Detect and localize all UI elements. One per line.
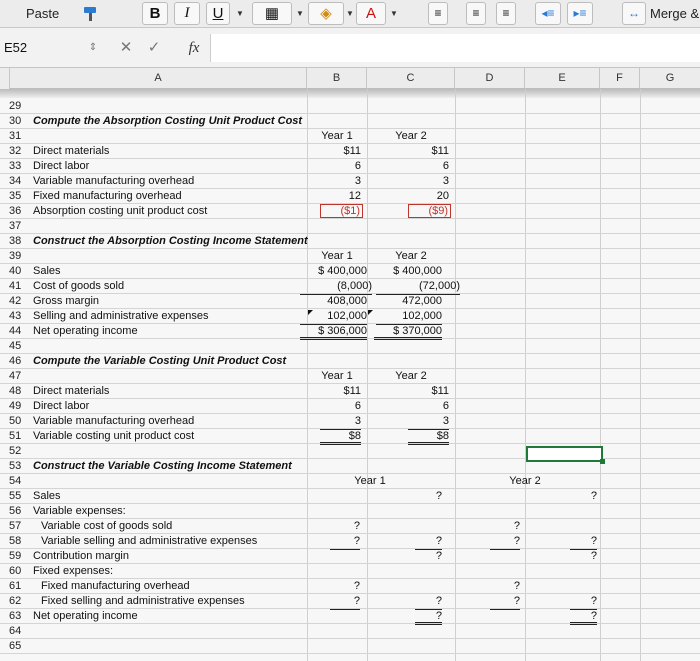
row-number: 49	[9, 400, 22, 412]
row-number: 34	[9, 175, 22, 187]
year2-value[interactable]: 102,000	[376, 309, 442, 325]
section-title[interactable]: Construct the Variable Costing Income Statement	[33, 460, 292, 472]
row-number: 40	[9, 265, 22, 277]
row-number: 32	[9, 145, 22, 157]
row-label[interactable]: Net operating income	[33, 610, 138, 622]
row-label[interactable]: Fixed expenses:	[33, 565, 114, 577]
row-number: 50	[9, 415, 22, 427]
row-label[interactable]: Sales	[33, 265, 61, 277]
row-59	[0, 549, 700, 564]
year1-value[interactable]: 6	[354, 400, 361, 412]
row-56	[0, 504, 700, 519]
row-label[interactable]: Variable costing unit product cost	[33, 430, 195, 442]
section-title[interactable]: Construct the Absorption Costing Income Statement	[33, 235, 308, 247]
row-61	[0, 579, 700, 594]
row-label[interactable]: Gross margin	[33, 295, 100, 307]
year1-header[interactable]: Year 1	[354, 475, 386, 487]
year2-unit-cost[interactable]: ($9)	[408, 204, 451, 218]
border-dropdown-icon[interactable]: ▼	[296, 9, 304, 18]
row-64	[0, 624, 700, 639]
fill-dropdown-icon[interactable]: ▼	[346, 9, 354, 18]
row-63	[0, 609, 700, 624]
row-label[interactable]: Direct labor	[33, 400, 90, 412]
year2-total[interactable]: ?	[590, 550, 597, 562]
row-number: 45	[9, 340, 22, 352]
underline-button[interactable]: U	[206, 2, 230, 25]
year1-header[interactable]: Year 1	[321, 130, 353, 142]
year1-value[interactable]: 102,000	[300, 309, 367, 325]
row-number: 35	[9, 190, 22, 202]
year2-value[interactable]: 3	[442, 175, 449, 187]
year1-total[interactable]: ?	[435, 490, 442, 502]
year2-net-income[interactable]: $ 370,000	[374, 324, 442, 340]
insert-function-button[interactable]: fx	[188, 40, 200, 56]
row-57	[0, 519, 700, 534]
year2-value[interactable]: $11	[431, 385, 449, 397]
row-number: 29	[9, 100, 22, 112]
row-number: 44	[9, 325, 22, 337]
year1-total[interactable]: ?	[415, 594, 442, 610]
row-53	[0, 459, 700, 474]
year1-value[interactable]: 3	[320, 414, 361, 430]
row-62	[0, 594, 700, 609]
year2-value[interactable]: $ 400,000	[393, 265, 442, 277]
row-60	[0, 564, 700, 579]
row-46	[0, 354, 700, 369]
row-34	[0, 174, 700, 189]
year2-unit-cost[interactable]: $8	[408, 429, 449, 445]
align-left-icon[interactable]: ≡	[428, 2, 448, 25]
column-header-c[interactable]: C	[367, 68, 455, 89]
row-number: 41	[9, 280, 22, 292]
row-47	[0, 369, 700, 384]
column-header-d[interactable]: D	[455, 68, 525, 89]
year2-value[interactable]: 472,000	[402, 295, 442, 307]
row-number: 38	[9, 235, 22, 247]
namebox-stepper-icon[interactable]: ⇕	[88, 42, 98, 53]
row-number: 54	[9, 475, 22, 487]
decrease-indent-icon[interactable]: ◂≡	[535, 2, 561, 25]
row-label[interactable]: Net operating income	[33, 325, 138, 337]
row-number: 47	[9, 370, 22, 382]
year1-detail[interactable]: ?	[330, 534, 360, 550]
row-label[interactable]: Cost of goods sold	[33, 280, 125, 292]
row-label[interactable]: Direct materials	[33, 145, 110, 157]
row-number: 53	[9, 460, 22, 472]
year1-value[interactable]: $11	[343, 385, 361, 397]
year2-header[interactable]: Year 2	[509, 475, 541, 487]
row-number: 48	[9, 385, 22, 397]
row-49	[0, 399, 700, 414]
enter-icon[interactable]: ✓	[147, 39, 161, 56]
row-52	[0, 444, 700, 459]
row-50	[0, 414, 700, 429]
format-painter-icon[interactable]	[80, 5, 102, 23]
merge-icon[interactable]: ↔	[622, 2, 646, 25]
year2-value[interactable]: $11	[431, 145, 449, 157]
row-number: 31	[9, 130, 22, 142]
row-35	[0, 189, 700, 204]
row-label[interactable]: Variable expenses:	[33, 505, 126, 517]
row-number: 63	[9, 610, 22, 622]
row-label[interactable]: Direct materials	[33, 385, 110, 397]
row-number: 57	[9, 520, 22, 532]
align-right-icon[interactable]: ≡	[496, 2, 516, 25]
row-number: 51	[9, 430, 22, 442]
row-51	[0, 429, 700, 444]
year1-total[interactable]: ?	[435, 550, 442, 562]
row-29	[0, 99, 700, 114]
row-number: 43	[9, 310, 22, 322]
row-43	[0, 309, 700, 324]
row-label[interactable]: Contribution margin	[33, 550, 129, 562]
column-header-g[interactable]: G	[640, 68, 700, 89]
year1-detail[interactable]: ?	[330, 594, 360, 610]
year2-total[interactable]: ?	[570, 534, 597, 550]
year2-detail[interactable]: ?	[513, 580, 520, 592]
row-number: 58	[9, 535, 22, 547]
column-header-f[interactable]: F	[600, 68, 640, 89]
row-36	[0, 204, 700, 219]
year1-header[interactable]: Year 1	[321, 370, 353, 382]
year1-net-income[interactable]: $ 306,000	[300, 324, 367, 340]
row-number: 62	[9, 595, 22, 607]
row-32	[0, 144, 700, 159]
year2-value[interactable]: 3	[408, 414, 449, 430]
bold-button[interactable]: B	[142, 2, 168, 25]
year2-detail[interactable]: ?	[490, 534, 520, 550]
row-label[interactable]: Sales	[33, 490, 61, 502]
row-45	[0, 339, 700, 354]
paste-button[interactable]: Paste	[26, 6, 60, 21]
year2-header[interactable]: Year 2	[395, 370, 427, 382]
merge-button[interactable]: Merge &	[650, 6, 700, 21]
section-title[interactable]: Compute the Absorption Costing Unit Product Cost	[33, 115, 303, 127]
error-indicator-icon[interactable]	[368, 310, 373, 315]
ribbon-toolbar	[0, 0, 700, 28]
row-number: 60	[9, 565, 22, 577]
row-number: 37	[9, 220, 22, 232]
year2-detail[interactable]: ?	[490, 594, 520, 610]
row-48	[0, 384, 700, 399]
row-label[interactable]: Direct labor	[33, 160, 90, 172]
row-label[interactable]: Variable cost of goods sold	[41, 520, 173, 532]
year1-value[interactable]: 3	[354, 175, 361, 187]
year2-total[interactable]: ?	[570, 594, 597, 610]
year1-total[interactable]: ?	[415, 534, 442, 550]
row-30	[0, 114, 700, 129]
row-number: 42	[9, 295, 22, 307]
year2-header[interactable]: Year 2	[395, 250, 427, 262]
font-color-dropdown-icon[interactable]: ▼	[390, 9, 398, 18]
row-39	[0, 249, 700, 264]
formula-input[interactable]	[210, 34, 700, 62]
name-box[interactable]: E52	[4, 40, 28, 55]
formula-bar	[0, 28, 700, 68]
row-label[interactable]: Fixed selling and administrative expenses	[41, 595, 245, 607]
column-header-a[interactable]: A	[10, 68, 307, 89]
row-54	[0, 474, 700, 489]
row-65	[0, 639, 700, 654]
cancel-icon[interactable]: ✕	[119, 39, 133, 56]
year1-value[interactable]: 12	[320, 189, 361, 205]
column-header-e[interactable]: E	[525, 68, 600, 89]
border-button[interactable]: ▦	[252, 2, 292, 25]
align-center-icon[interactable]: ≡	[466, 2, 486, 25]
row-31	[0, 129, 700, 144]
year2-header[interactable]: Year 2	[395, 130, 427, 142]
section-title[interactable]: Compute the Variable Costing Unit Product Cost	[33, 355, 287, 367]
year2-net-income[interactable]: ?	[570, 609, 597, 625]
row-38	[0, 234, 700, 249]
row-number: 56	[9, 505, 22, 517]
row-number: 33	[9, 160, 22, 172]
row-number: 64	[9, 625, 22, 637]
row-label[interactable]: Selling and administrative expenses	[33, 310, 209, 322]
row-number: 46	[9, 355, 22, 367]
year1-value[interactable]: $ 400,000	[318, 265, 367, 277]
fill-color-button[interactable]: ◈	[308, 2, 344, 25]
year2-detail[interactable]: ?	[513, 520, 520, 532]
row-37	[0, 219, 700, 234]
year1-value[interactable]: (8,000)	[300, 279, 372, 295]
row-40	[0, 264, 700, 279]
row-number: 59	[9, 550, 22, 562]
row-number: 65	[9, 640, 22, 652]
year1-detail[interactable]: ?	[353, 580, 360, 592]
year2-total[interactable]: ?	[590, 490, 597, 502]
year2-value[interactable]: (72,000)	[376, 279, 460, 295]
row-number: 61	[9, 580, 22, 592]
increase-indent-icon[interactable]: ▸≡	[567, 2, 593, 25]
row-number: 52	[9, 445, 22, 457]
row-number: 36	[9, 205, 22, 217]
worksheet-grid[interactable]	[0, 89, 700, 661]
year1-value[interactable]: 408,000	[327, 295, 367, 307]
row-58	[0, 534, 700, 549]
row-55	[0, 489, 700, 504]
row-44	[0, 324, 700, 339]
row-number: 30	[9, 115, 22, 127]
year1-unit-cost[interactable]: ($1)	[320, 204, 363, 218]
year1-detail[interactable]: ?	[353, 520, 360, 532]
year2-value[interactable]: 20	[408, 189, 449, 205]
year1-value[interactable]: 6	[354, 160, 361, 172]
row-42	[0, 294, 700, 309]
year1-net-income[interactable]: ?	[415, 609, 442, 625]
row-33	[0, 159, 700, 174]
year1-unit-cost[interactable]: $8	[320, 429, 361, 445]
column-header-b[interactable]: B	[307, 68, 367, 89]
year1-value[interactable]: $11	[343, 145, 361, 157]
row-label[interactable]: Variable manufacturing overhead	[33, 415, 195, 427]
scrolled-row-edge	[0, 89, 700, 98]
select-all-corner[interactable]	[0, 68, 10, 89]
row-label[interactable]: Variable manufacturing overhead	[33, 175, 195, 187]
font-color-button[interactable]: A	[356, 2, 386, 25]
underline-dropdown-icon[interactable]: ▼	[236, 9, 244, 18]
year2-value[interactable]: 6	[442, 400, 449, 412]
row-label[interactable]: Variable selling and administrative expenses	[41, 535, 258, 547]
row-41	[0, 279, 700, 294]
row-number: 55	[9, 490, 22, 502]
row-label[interactable]: Fixed manufacturing overhead	[33, 190, 182, 202]
year2-value[interactable]: 6	[442, 160, 449, 172]
row-label[interactable]: Fixed manufacturing overhead	[41, 580, 190, 592]
row-number: 39	[9, 250, 22, 262]
italic-button[interactable]: I	[174, 2, 200, 25]
year1-header[interactable]: Year 1	[321, 250, 353, 262]
row-label[interactable]: Absorption costing unit product cost	[33, 205, 208, 217]
